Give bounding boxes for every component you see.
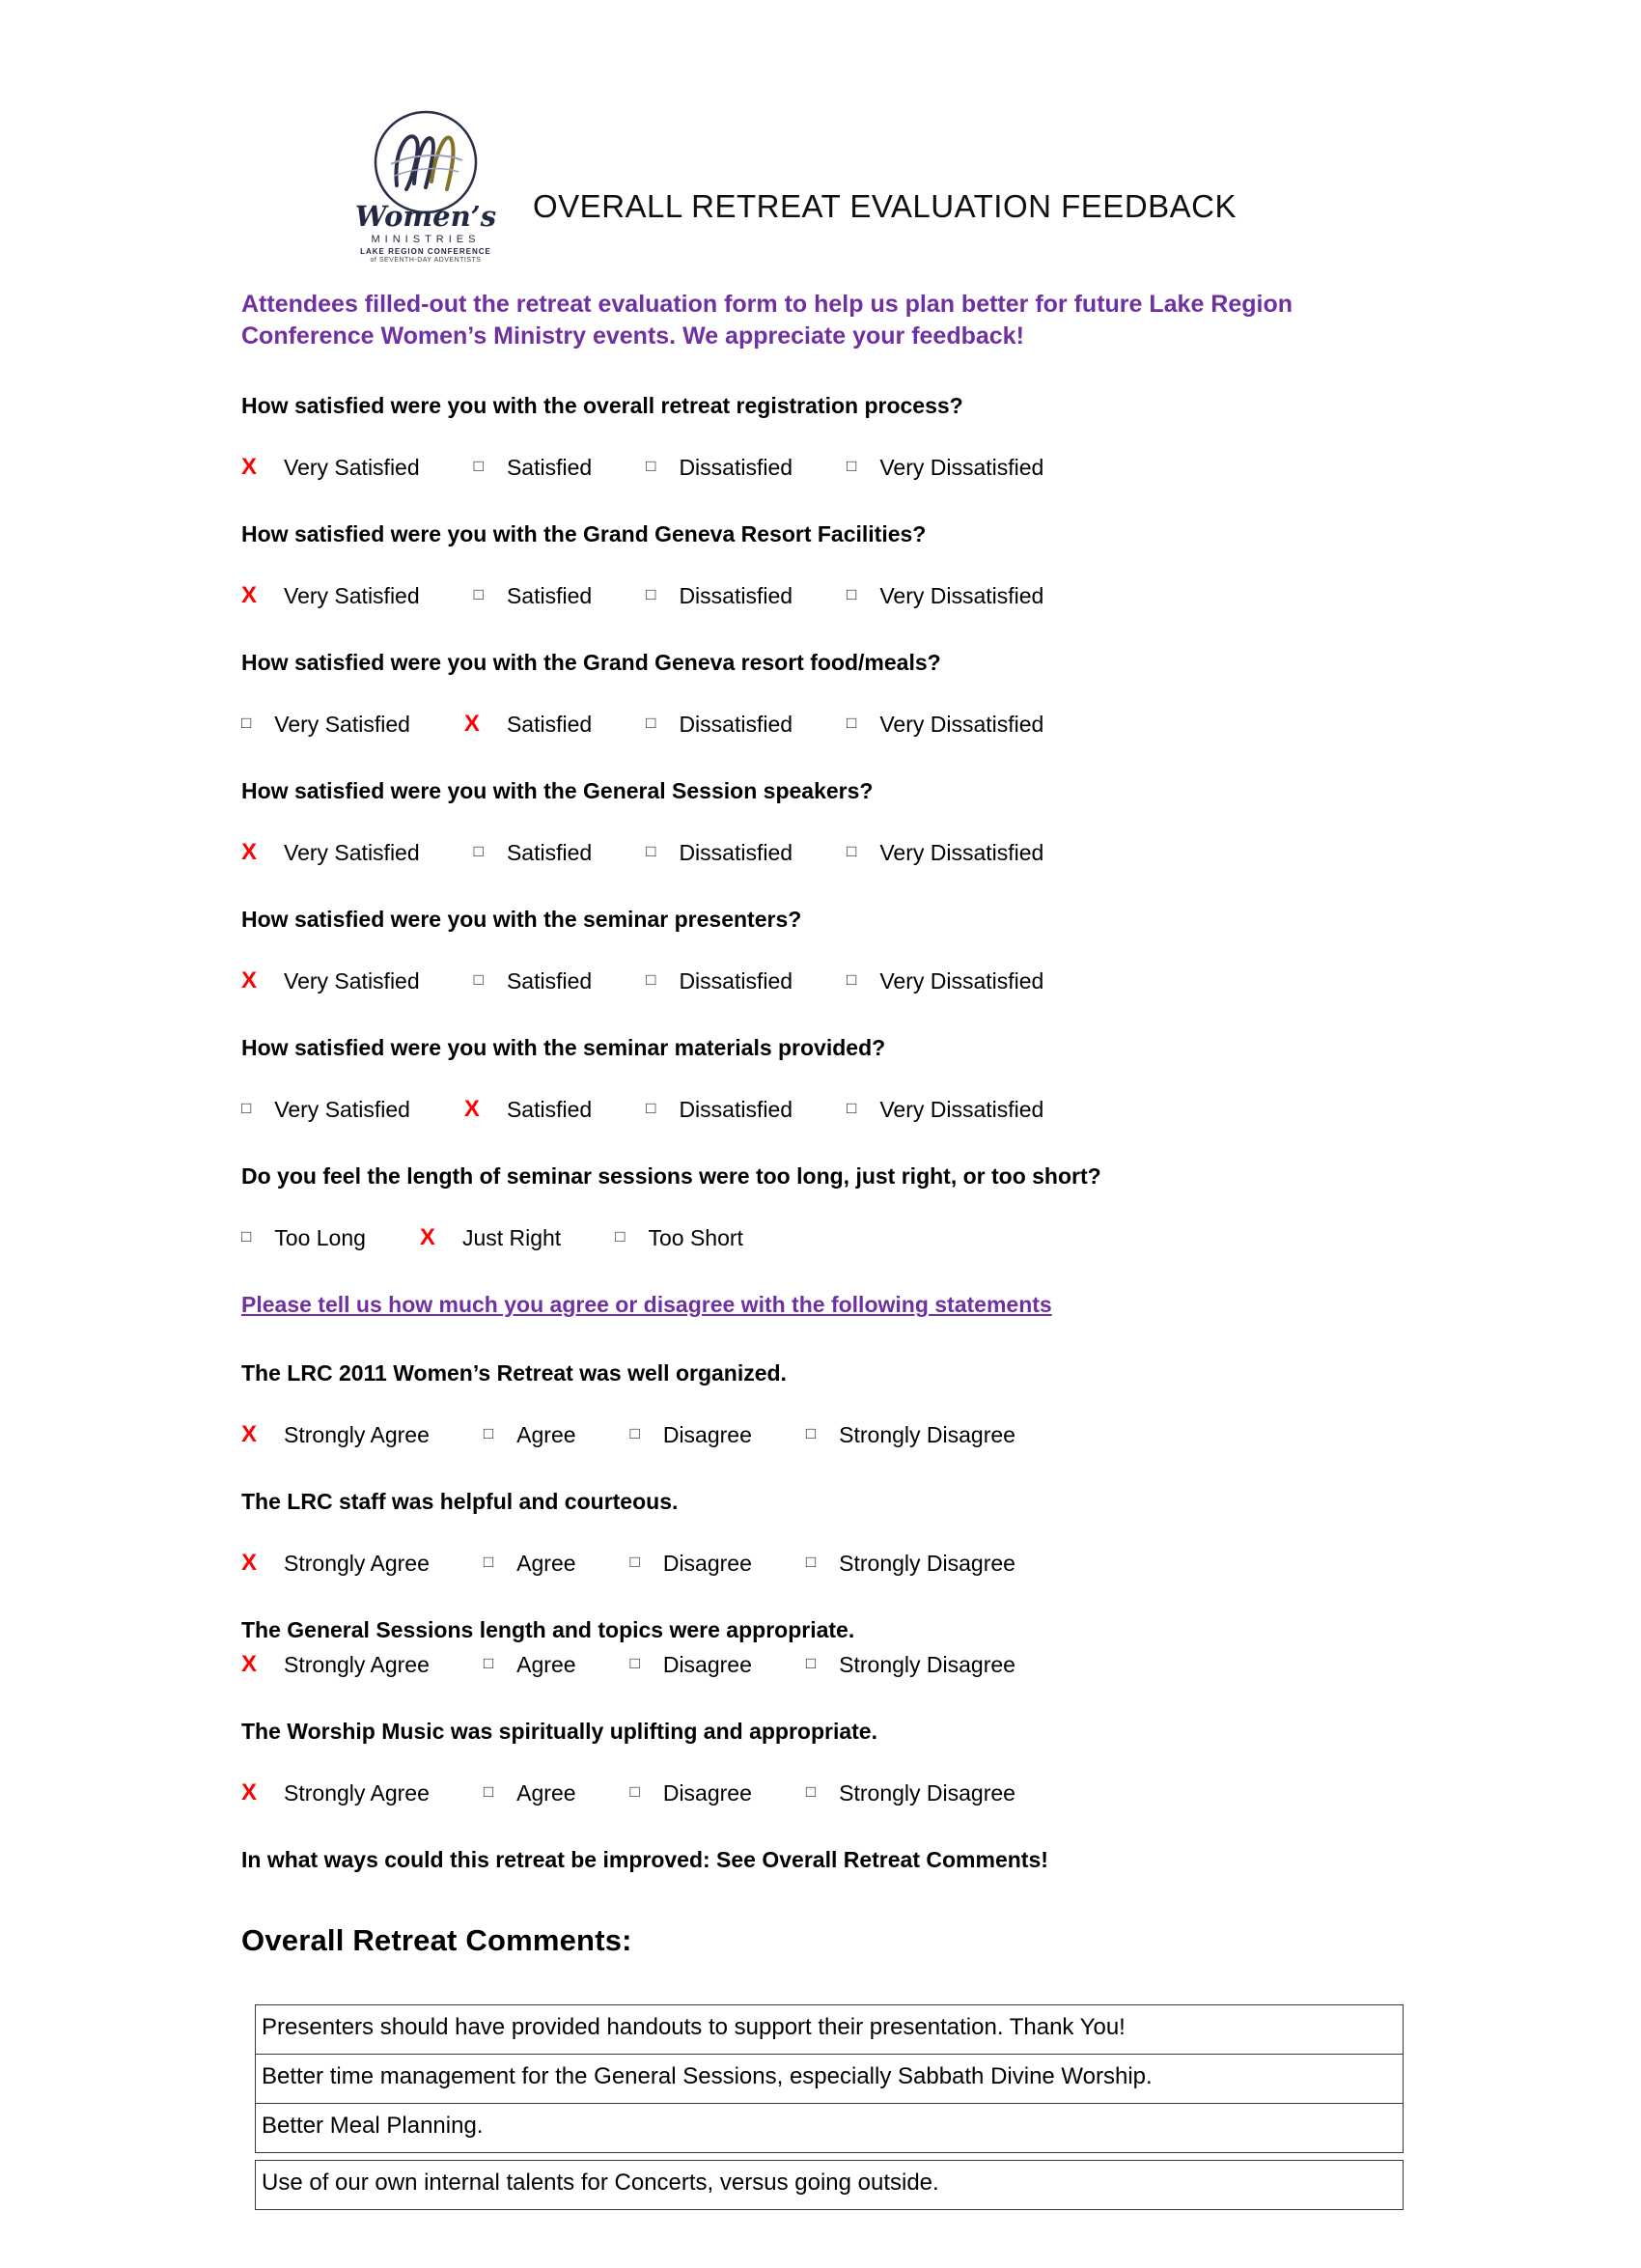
checkbox-icon[interactable]: □ xyxy=(805,1782,817,1801)
comments-table xyxy=(255,2004,1404,2210)
agreement-section-heading: Please tell us how much you agree or disagree with the following statements xyxy=(241,1292,1052,1317)
answer-option[interactable] xyxy=(847,840,1043,866)
question-block xyxy=(241,1163,1400,1251)
comment-row: Presenters should have provided handouts to support their presentation. Thank You! xyxy=(255,2004,1404,2055)
option-label: Very Dissatisfied xyxy=(879,839,1044,865)
checkbox-icon[interactable]: □ xyxy=(805,1424,817,1442)
selected-x-marker[interactable]: X xyxy=(463,1096,480,1122)
checkbox-icon[interactable]: □ xyxy=(629,1654,640,1672)
question-text: The General Sessions length and topics were appropriate. xyxy=(241,1617,855,1642)
option-label: Satisfied xyxy=(506,454,593,480)
question-text: The LRC staff was helpful and courteous. xyxy=(241,1489,679,1514)
answer-option[interactable] xyxy=(646,583,793,609)
options-row xyxy=(241,1550,1400,1577)
question-text: How satisfied were you with the General Session speakers? xyxy=(241,778,874,803)
logo-wordmark: Women’s xyxy=(354,200,497,233)
answer-option[interactable] xyxy=(615,1225,743,1251)
option-label: Dissatisfied xyxy=(679,711,793,737)
checkbox-icon[interactable]: □ xyxy=(646,1099,656,1117)
option-label: Satisfied xyxy=(506,711,593,737)
answer-option[interactable] xyxy=(474,455,593,481)
question-text: How satisfied were you with the seminar presenters? xyxy=(241,907,802,932)
option-label: Very Dissatisfied xyxy=(879,711,1044,737)
option-label: Satisfied xyxy=(506,967,593,994)
answer-option[interactable] xyxy=(474,583,593,609)
checkbox-icon[interactable]: □ xyxy=(646,970,656,989)
selected-x-marker[interactable]: X xyxy=(241,839,258,865)
question-text: The Worship Music was spiritually uplifting and appropriate. xyxy=(241,1719,877,1744)
document-header xyxy=(241,108,1400,264)
selected-x-marker[interactable]: X xyxy=(241,1651,258,1677)
option-label: Very Satisfied xyxy=(284,454,420,480)
logo-adventists-text: of SEVENTH-DAY ADVENTISTS xyxy=(370,257,482,264)
option-label: Very Dissatisfied xyxy=(879,967,1044,994)
option-label: Very Dissatisfied xyxy=(879,582,1044,608)
checkbox-icon[interactable]: □ xyxy=(241,1227,252,1246)
option-label: Dissatisfied xyxy=(679,454,793,480)
answer-option[interactable] xyxy=(646,712,793,738)
answer-option[interactable] xyxy=(630,1422,752,1448)
checkbox-icon[interactable]: □ xyxy=(241,714,252,732)
answer-option[interactable] xyxy=(630,1551,752,1577)
answer-option[interactable] xyxy=(847,968,1043,994)
option-label: Strongly Agree xyxy=(284,1779,430,1806)
option-label: Very Satisfied xyxy=(274,1096,410,1122)
question-block xyxy=(241,1489,1400,1577)
answer-option[interactable] xyxy=(630,1652,752,1678)
logo-conference-text: LAKE REGION CONFERENCE xyxy=(360,247,491,256)
improvement-line: In what ways could this retreat be improved: See Overall Retreat Comments! xyxy=(241,1847,1048,1872)
option-label: Strongly Disagree xyxy=(839,1779,1015,1806)
option-label: Very Satisfied xyxy=(284,582,420,608)
womens-ministries-logo xyxy=(344,108,508,264)
options-row xyxy=(241,1779,1400,1806)
checkbox-icon[interactable]: □ xyxy=(629,1553,640,1571)
checkbox-icon[interactable]: □ xyxy=(629,1782,640,1801)
checkbox-icon[interactable]: □ xyxy=(847,457,857,475)
option-label: Very Dissatisfied xyxy=(879,1096,1044,1122)
page-title: OVERALL RETREAT EVALUATION FEEDBACK xyxy=(533,188,1238,224)
comment-row: Better Meal Planning. xyxy=(255,2103,1404,2153)
option-label: Very Satisfied xyxy=(284,967,420,994)
checkbox-icon[interactable]: □ xyxy=(847,585,857,603)
checkbox-icon[interactable]: □ xyxy=(646,585,656,603)
option-label: Strongly Disagree xyxy=(839,1550,1015,1576)
answer-option[interactable] xyxy=(241,1097,410,1123)
option-label: Satisfied xyxy=(506,1096,593,1122)
option-label: Disagree xyxy=(662,1550,752,1576)
checkbox-icon[interactable]: □ xyxy=(646,457,656,475)
option-label: Disagree xyxy=(662,1651,752,1677)
options-row xyxy=(241,1421,1400,1448)
checkbox-icon[interactable]: □ xyxy=(473,970,484,989)
selected-x-marker[interactable]: X xyxy=(241,582,258,608)
logo-ministries-text: MINISTRIES xyxy=(371,234,481,245)
selected-x-marker[interactable]: X xyxy=(241,1779,258,1806)
selected-x-marker[interactable]: X xyxy=(419,1224,435,1250)
answer-option[interactable] xyxy=(241,1550,430,1577)
answer-option[interactable] xyxy=(646,968,793,994)
answer-option[interactable] xyxy=(484,1652,576,1678)
answer-option[interactable] xyxy=(241,1421,430,1448)
question-block xyxy=(241,650,1400,738)
option-label: Strongly Agree xyxy=(284,1421,430,1447)
option-label: Very Satisfied xyxy=(274,711,410,737)
option-label: Very Dissatisfied xyxy=(879,454,1044,480)
answer-option[interactable] xyxy=(806,1780,1015,1806)
options-row xyxy=(241,839,1400,866)
option-label: Disagree xyxy=(662,1779,752,1806)
question-text: The LRC 2011 Women’s Retreat was well organized. xyxy=(241,1360,787,1386)
answer-option[interactable] xyxy=(484,1780,576,1806)
option-label: Strongly Agree xyxy=(284,1651,430,1677)
option-label: Strongly Disagree xyxy=(839,1651,1015,1677)
question-block xyxy=(241,907,1400,994)
option-label: Dissatisfied xyxy=(679,582,793,608)
answer-option[interactable] xyxy=(646,1097,793,1123)
option-label: Too Long xyxy=(274,1224,366,1250)
options-row xyxy=(241,454,1400,481)
answer-option[interactable] xyxy=(474,840,593,866)
question-text: How satisfied were you with the seminar materials provided? xyxy=(241,1035,886,1060)
answer-option[interactable] xyxy=(847,455,1043,481)
question-block xyxy=(241,393,1400,481)
selected-x-marker[interactable]: X xyxy=(241,454,258,480)
selected-x-marker[interactable]: X xyxy=(241,1550,258,1576)
question-block xyxy=(241,778,1400,866)
answer-option[interactable] xyxy=(420,1224,561,1251)
option-label: Dissatisfied xyxy=(679,1096,793,1122)
options-row xyxy=(241,582,1400,609)
answer-option[interactable] xyxy=(630,1780,752,1806)
option-label: Agree xyxy=(516,1550,576,1576)
answer-option[interactable] xyxy=(241,1651,430,1678)
options-row xyxy=(241,1096,1400,1123)
question-block xyxy=(241,1035,1400,1123)
answer-option[interactable] xyxy=(241,1225,366,1251)
checkbox-icon[interactable]: □ xyxy=(473,585,484,603)
checkbox-icon[interactable]: □ xyxy=(805,1654,817,1672)
comment-row: Use of our own internal talents for Concerts, versus going outside. xyxy=(255,2160,1404,2210)
question-text: How satisfied were you with the overall retreat registration process? xyxy=(241,393,963,418)
answer-option[interactable] xyxy=(241,712,410,738)
answer-option[interactable] xyxy=(241,839,420,866)
answer-option[interactable] xyxy=(241,582,420,609)
option-label: Dissatisfied xyxy=(679,967,793,994)
option-label: Too Short xyxy=(648,1224,743,1250)
question-block xyxy=(241,521,1400,609)
answer-option[interactable] xyxy=(646,840,793,866)
answer-option[interactable] xyxy=(806,1422,1015,1448)
option-label: Agree xyxy=(516,1421,576,1447)
answer-option[interactable] xyxy=(847,1097,1043,1123)
question-block xyxy=(241,1360,1400,1448)
answer-option[interactable] xyxy=(241,1779,430,1806)
selected-x-marker[interactable]: X xyxy=(241,1421,258,1447)
checkbox-icon[interactable]: □ xyxy=(483,1424,494,1442)
options-row xyxy=(241,711,1400,738)
agreement-questions-section xyxy=(241,1360,1400,1806)
checkbox-icon[interactable]: □ xyxy=(805,1553,817,1571)
option-label: Dissatisfied xyxy=(679,839,793,865)
options-row xyxy=(241,967,1400,994)
answer-option[interactable] xyxy=(484,1422,576,1448)
answer-option[interactable] xyxy=(806,1652,1015,1678)
question-text: Do you feel the length of seminar sessions were too long, just right, or too short? xyxy=(241,1163,1101,1189)
option-label: Satisfied xyxy=(506,839,593,865)
option-label: Just Right xyxy=(461,1224,562,1250)
answer-option[interactable] xyxy=(484,1551,576,1577)
checkbox-icon[interactable]: □ xyxy=(847,1099,857,1117)
checkbox-icon[interactable]: □ xyxy=(483,1782,494,1801)
answer-option[interactable] xyxy=(847,712,1043,738)
checkbox-icon[interactable]: □ xyxy=(629,1424,640,1442)
option-label: Agree xyxy=(516,1779,576,1806)
question-text: How satisfied were you with the Grand Geneva resort food/meals? xyxy=(241,650,941,675)
option-label: Strongly Agree xyxy=(284,1550,430,1576)
checkbox-icon[interactable]: □ xyxy=(473,457,484,475)
checkbox-icon[interactable]: □ xyxy=(847,714,857,732)
answer-option[interactable] xyxy=(646,455,793,481)
checkbox-icon[interactable]: □ xyxy=(483,1654,494,1672)
options-row xyxy=(241,1651,1400,1678)
checkbox-icon[interactable]: □ xyxy=(615,1227,626,1246)
checkbox-icon[interactable]: □ xyxy=(847,842,857,860)
checkbox-icon[interactable]: □ xyxy=(847,970,857,989)
checkbox-icon[interactable]: □ xyxy=(646,842,656,860)
answer-option[interactable] xyxy=(847,583,1043,609)
selected-x-marker[interactable]: X xyxy=(463,711,480,737)
answer-option[interactable] xyxy=(464,1096,592,1123)
option-label: Strongly Disagree xyxy=(839,1421,1015,1447)
comments-heading: Overall Retreat Comments: xyxy=(241,1923,632,1957)
question-text: How satisfied were you with the Grand Geneva Resort Facilities? xyxy=(241,521,927,546)
answer-option[interactable] xyxy=(241,967,420,994)
comment-row: Better time management for the General Sessions, especially Sabbath Divine Worship. xyxy=(255,2054,1404,2104)
option-label: Agree xyxy=(516,1651,576,1677)
checkbox-icon[interactable]: □ xyxy=(473,842,484,860)
checkbox-icon[interactable]: □ xyxy=(483,1553,494,1571)
selected-x-marker[interactable]: X xyxy=(241,967,258,994)
answer-option[interactable] xyxy=(241,454,420,481)
options-row xyxy=(241,1224,1400,1251)
checkbox-icon[interactable]: □ xyxy=(646,714,656,732)
intro-paragraph: Attendees filled-out the retreat evaluation form to help us plan better for future Lake Region Conference Women’s Ministry events. We appreciate your feedback! xyxy=(241,291,1293,350)
satisfaction-questions-section xyxy=(241,393,1400,1251)
question-block xyxy=(241,1617,1400,1678)
option-label: Satisfied xyxy=(506,582,593,608)
option-label: Very Satisfied xyxy=(284,839,420,865)
option-label: Disagree xyxy=(662,1421,752,1447)
answer-option[interactable] xyxy=(474,968,593,994)
checkbox-icon[interactable]: □ xyxy=(241,1099,252,1117)
answer-option[interactable] xyxy=(806,1551,1015,1577)
question-block xyxy=(241,1719,1400,1806)
answer-option[interactable] xyxy=(464,711,592,738)
